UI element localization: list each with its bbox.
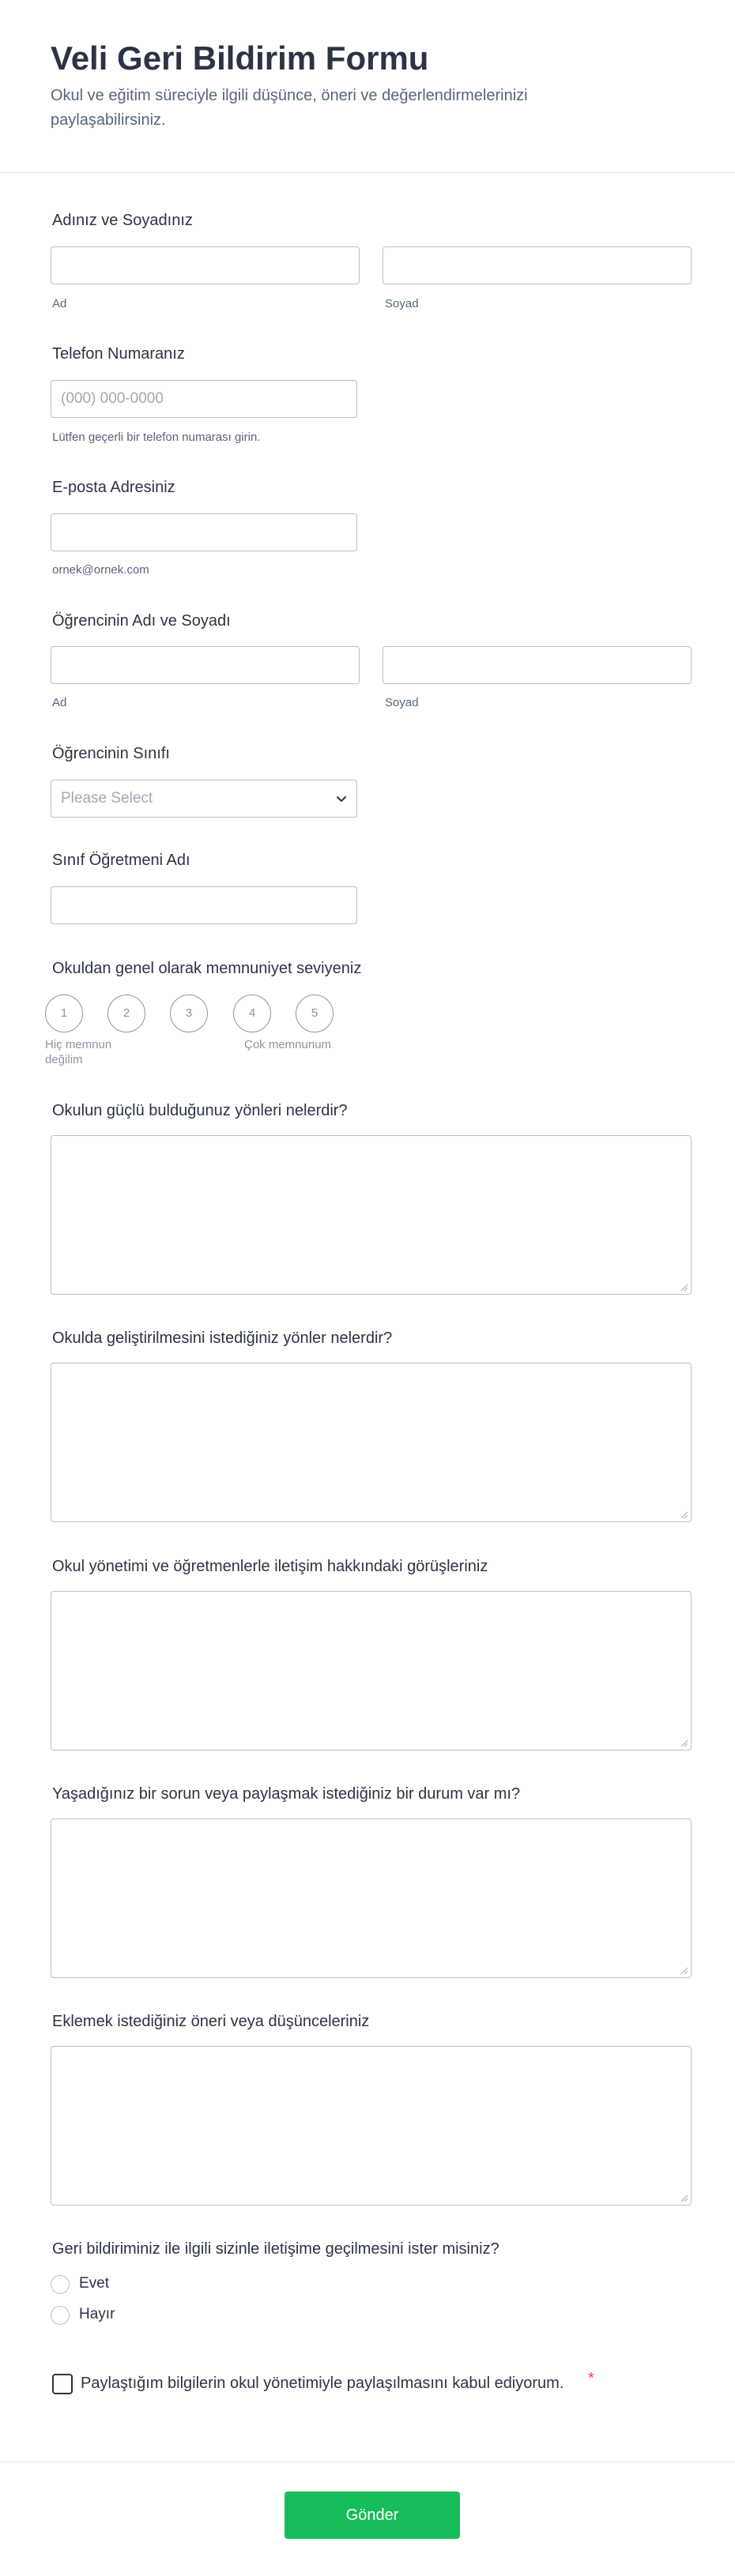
consent-checkbox[interactable]: [52, 2374, 73, 2394]
communication-textarea[interactable]: [51, 1591, 692, 1751]
teacher-name-label: Sınıf Öğretmeni Adı: [52, 852, 190, 869]
rating-min-caption: [45, 1037, 111, 1067]
suggestions-label: Eklemek istediğiniz öneri veya düşünceleriniz: [52, 2013, 370, 2030]
phone-placeholder: (000) 000-0000: [61, 390, 164, 407]
resize-handle-icon[interactable]: [679, 2193, 688, 2202]
rating-min-caption-line1: Hiç memnun: [45, 1038, 112, 1051]
rating-option-4[interactable]: 4: [233, 995, 271, 1032]
resize-handle-icon[interactable]: [679, 1965, 688, 1975]
phone-label: Telefon Numaranız: [52, 345, 185, 363]
student-first-name-sublabel: Ad: [52, 696, 67, 709]
contact-back-option-no[interactable]: Hayır: [79, 2306, 115, 2322]
full-name-label: Adınız ve Soyadınız: [52, 212, 193, 229]
satisfaction-label: Okuldan genel olarak memnuniyet seviyeniz: [52, 960, 362, 977]
teacher-name-input[interactable]: [51, 886, 357, 924]
resize-handle-icon[interactable]: [679, 1510, 688, 1519]
rating-min-caption-line2: değilim: [45, 1053, 83, 1066]
rating-option-5[interactable]: 5: [296, 995, 334, 1032]
contact-back-radio-no[interactable]: [51, 2306, 70, 2325]
last-name-sublabel: Soyad: [385, 297, 419, 310]
last-name-input[interactable]: [383, 246, 692, 284]
student-first-name-input[interactable]: [51, 646, 360, 684]
contact-back-option-yes[interactable]: Evet: [79, 2275, 110, 2292]
issue-label: Yaşadığınız bir sorun veya paylaşmak istediğiniz bir durum var mı?: [52, 1785, 521, 1803]
footer-divider: [0, 2461, 735, 2462]
strengths-textarea[interactable]: [51, 1135, 692, 1295]
consent-text[interactable]: Paylaştığım bilgilerin okul yönetimiyle paylaşılmasını kabul ediyorum.: [81, 2375, 564, 2392]
rating-option-1[interactable]: 1: [45, 995, 83, 1032]
chevron-down-icon: [334, 792, 349, 806]
email-input[interactable]: [51, 513, 357, 551]
email-label: E-posta Adresiniz: [52, 479, 175, 496]
rating-option-3[interactable]: 3: [170, 995, 208, 1032]
contact-back-label: Geri bildiriminiz ile ilgili sizinle iletişime geçilmesini ister misiniz?: [52, 2240, 499, 2258]
contact-back-radio-yes[interactable]: [51, 2275, 70, 2294]
communication-label: Okul yönetimi ve öğretmenlerle iletişim hakkındaki görüşleriniz: [52, 1558, 488, 1575]
first-name-sublabel: Ad: [52, 297, 67, 310]
email-sublabel: ornek@ornek.com: [52, 563, 149, 577]
suggestions-textarea[interactable]: [51, 2046, 692, 2206]
form-title: Veli Geri Bildirim Formu: [51, 39, 429, 77]
strengths-label: Okulun güçlü bulduğunuz yönleri nelerdir?: [52, 1102, 348, 1119]
improvements-textarea[interactable]: [51, 1363, 692, 1522]
phone-sublabel: Lütfen geçerli bir telefon numarası girin.: [52, 431, 261, 444]
student-class-label: Öğrencinin Sınıfı: [52, 745, 170, 762]
rating-option-2[interactable]: 2: [107, 995, 145, 1032]
resize-handle-icon[interactable]: [679, 1738, 688, 1747]
student-class-select[interactable]: [51, 780, 357, 818]
student-last-name-input[interactable]: [383, 646, 692, 684]
improvements-label: Okulda geliştirilmesini istediğiniz yönler nelerdir?: [52, 1329, 393, 1347]
student-class-selected: Please Select: [61, 790, 153, 807]
submit-button[interactable]: Gönder: [285, 2491, 460, 2539]
issue-textarea[interactable]: [51, 1818, 692, 1978]
form-header: [0, 0, 735, 173]
student-last-name-sublabel: Soyad: [385, 696, 419, 709]
required-mark: *: [588, 2370, 594, 2387]
phone-input[interactable]: [51, 380, 357, 418]
first-name-input[interactable]: [51, 246, 360, 284]
form-subtitle: Okul ve eğitim süreciyle ilgili düşünce, öneri ve değerlendirmelerinizi paylaşabilirsiniz.: [51, 87, 528, 129]
student-name-label: Öğrencinin Adı ve Soyadı: [52, 612, 231, 630]
rating-max-caption: Çok memnunum: [244, 1038, 332, 1051]
resize-handle-icon[interactable]: [679, 1282, 688, 1292]
